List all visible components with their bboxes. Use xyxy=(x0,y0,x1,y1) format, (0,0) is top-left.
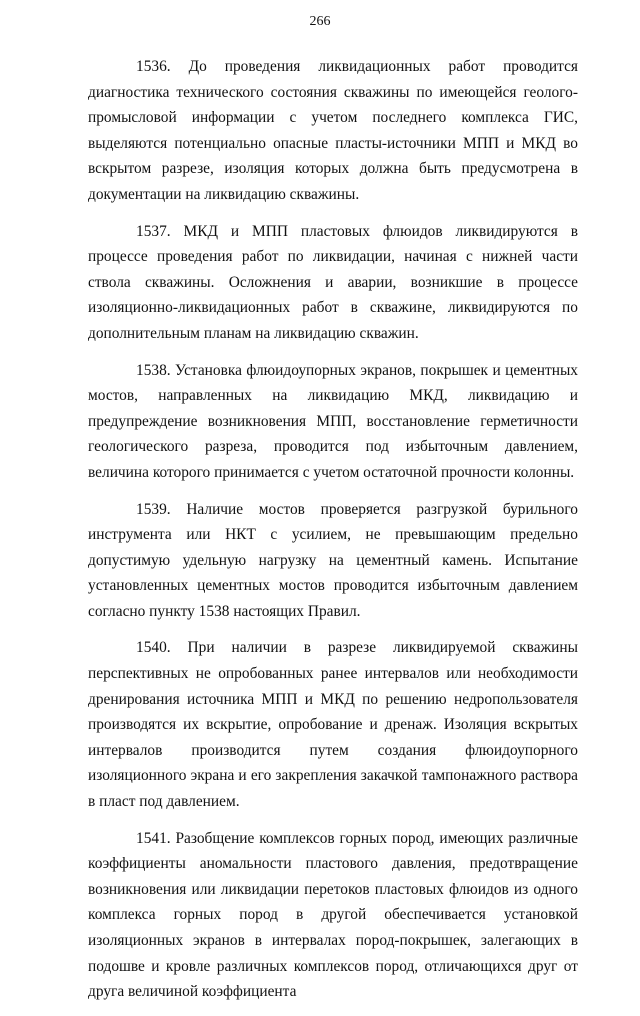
page-number: 266 xyxy=(309,14,331,29)
paragraph-1537: 1537. МКД и МПП пластовых флюидов ликвидируются в процессе проведения работ по ликвидации, начиная с нижней части ствола скважины. Осложнения и аварии, возникшие в процессе изоляционно-ликвидационных работ в скважине, ликвидируются по дополнительным планам на ликвидацию скважин. xyxy=(88,222,578,342)
paragraph-1540: 1540. При наличии в разрезе ликвидируемой скважины перспективных не опробованных ранее интервалов или необходимости дренирования источника МПП и МКД по решению недропользователя производятся их вскрытие, опробование и дренаж. Изоляция вскрытых интервалов производится путем создания флюидоупорного изоляционного экрана и его закрепления закачкой тампонажного раствора в пласт под давлением. xyxy=(88,639,578,811)
paragraph-1541: 1541. Разобщение комплексов горных пород, имеющих различные коэффициенты аномальности пластового давления, предотвращение возникновения или ликвидации перетоков пластовых флюидов из одного комплекса горных пород в другой обеспечивается установкой изоляционных экранов в интервалах пород-покрышек, залегающих в подошве и кровле различных комплексов пород, отличающихся друг от друга величиной коэффициента xyxy=(88,829,578,1001)
paragraph-1536: 1536. До проведения ликвидационных работ проводится диагностика технического состояния скважины по имеющейся геолого-промысловой информации с учетом последнего комплекса ГИС, выделяются потенциально опасные пласты-источники МПП и МКД во вскрытом разрезе, изоляция которых должна быть предусмотрена в документации на ликвидацию скважины. xyxy=(88,58,578,203)
paragraph-1539: 1539. Наличие мостов проверяется разгрузкой бурильного инструмента или НКТ с усилием, не превышающим предельно допустимую удельную нагрузку на цементный камень. Испытание установленных цементных мостов проводится избыточным давлением согласно пункту 1538 настоящих Правил. xyxy=(88,500,578,620)
document-body xyxy=(88,54,578,1016)
paragraph-1538: 1538. Установка флюидоупорных экранов, покрышек и цементных мостов, направленных на ликвидацию МКД, ликвидацию и предупреждение возникновения МПП, восстановление герметичности геологического разреза, проводится под избыточным давлением, величина которого принимается с учетом остаточной прочности колонны. xyxy=(88,361,578,481)
